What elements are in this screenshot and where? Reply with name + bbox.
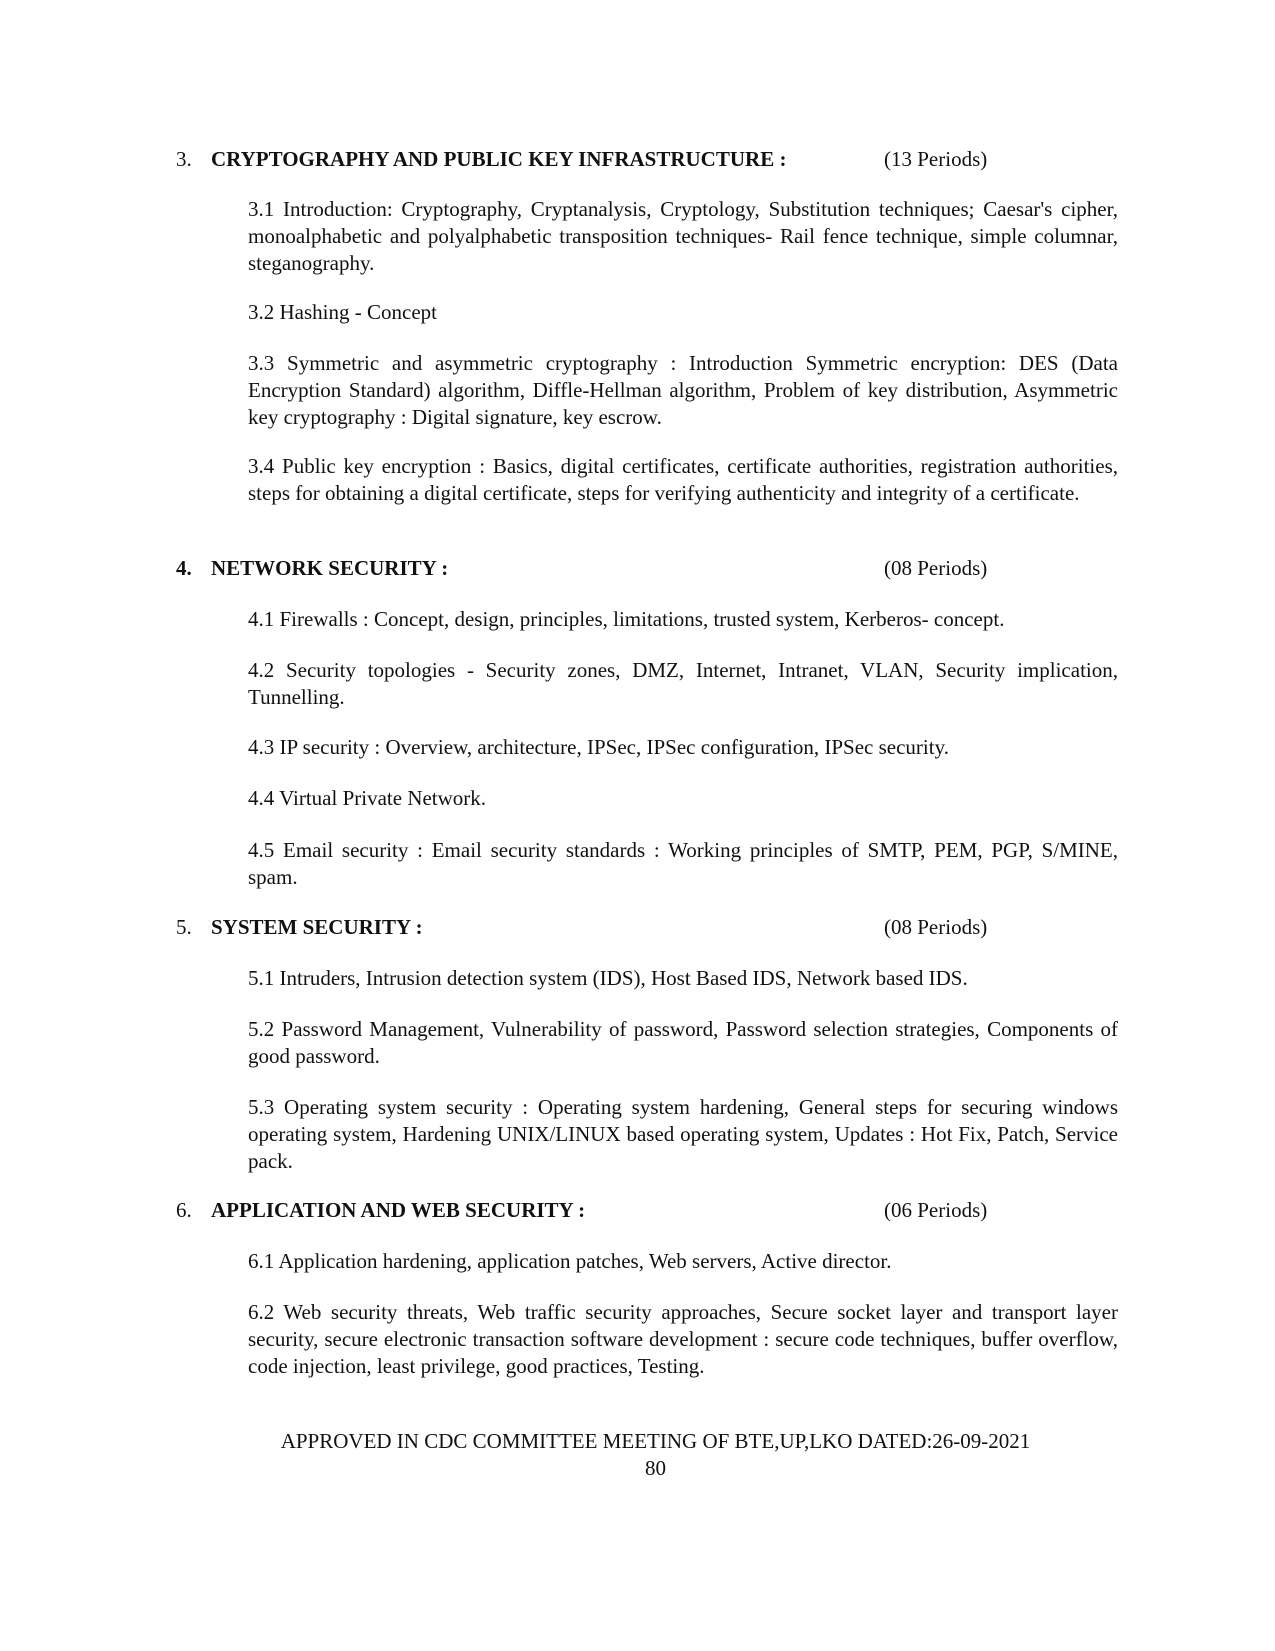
topic-3-2: 3.2 Hashing - Concept [248, 300, 437, 324]
page-number: 80 [645, 1456, 666, 1480]
unit-title: APPLICATION AND WEB SECURITY : [211, 1198, 586, 1222]
unit-number: 5. [176, 915, 192, 939]
unit-number: 6. [176, 1198, 192, 1222]
topic-5-2: 5.2 Password Management, Vulnerability of password, Password selection strategies, Components of good password. [248, 1017, 1118, 1068]
unit-3-heading [176, 146, 1012, 174]
topic-4-2: 4.2 Security topologies - Security zones, DMZ, Internet, Intranet, VLAN, Security implication, Tunnelling. [248, 658, 1118, 709]
unit-periods: (08 Periods) [884, 915, 988, 939]
topic-3-1: 3.1 Introduction: Cryptography, Cryptanalysis, Cryptology, Substitution techniques; Caesar's cipher, monoalphabetic and polyalphabetic transposition techniques- Rail fence technique, simple columnar, steganography. [248, 197, 1118, 275]
unit-periods: (08 Periods) [884, 556, 988, 580]
unit-5-heading [176, 914, 1012, 942]
unit-periods: (13 Periods) [884, 147, 988, 171]
topic-4-5: 4.5 Email security : Email security standards : Working principles of SMTP, PEM, PGP, S/MINE, spam. [248, 838, 1118, 889]
topic-6-2: 6.2 Web security threats, Web traffic security approaches, Secure socket layer and transport layer security, secure electronic transaction software development : secure code techniques, buffer overflow, code injection, least privilege, good practices, Testing. [248, 1300, 1118, 1378]
topic-5-3: 5.3 Operating system security : Operating system hardening, General steps for securing windows operating system, Hardening UNIX/LINUX based operating system, Updates : Hot Fix, Patch, Service pack. [248, 1095, 1118, 1173]
unit-4-heading [176, 555, 1012, 583]
approval-footer: APPROVED IN CDC COMMITTEE MEETING OF BTE,UP,LKO DATED:26-09-2021 [280, 1429, 1031, 1453]
topic-4-3: 4.3 IP security : Overview, architecture, IPSec, IPSec configuration, IPSec security. [248, 735, 949, 759]
topic-3-3: 3.3 Symmetric and asymmetric cryptography : Introduction Symmetric encryption: DES (Data Encryption Standard) algorithm, Diffle-Hellman algorithm, Problem of key distribution, Asymmetric key cryptography : Digital signature, key escrow. [248, 351, 1118, 429]
unit-title: NETWORK SECURITY : [211, 556, 449, 580]
topic-4-4: 4.4 Virtual Private Network. [248, 786, 487, 810]
unit-number: 3. [176, 147, 192, 171]
topic-3-4: 3.4 Public key encryption : Basics, digital certificates, certificate authorities, registration authorities, steps for obtaining a digital certificate, steps for verifying authenticity and integrity of a certificate. [248, 454, 1118, 505]
topic-5-1: 5.1 Intruders, Intrusion detection system (IDS), Host Based IDS, Network based IDS. [248, 966, 968, 990]
unit-periods: (06 Periods) [884, 1198, 988, 1222]
unit-title: CRYPTOGRAPHY AND PUBLIC KEY INFRASTRUCTURE : [211, 147, 787, 171]
unit-6-heading [176, 1197, 1012, 1225]
unit-title: SYSTEM SECURITY : [211, 915, 423, 939]
topic-6-1: 6.1 Application hardening, application patches, Web servers, Active director. [248, 1249, 892, 1273]
unit-number: 4. [176, 556, 192, 580]
topic-4-1: 4.1 Firewalls : Concept, design, principles, limitations, trusted system, Kerberos- concept. [248, 607, 1005, 631]
